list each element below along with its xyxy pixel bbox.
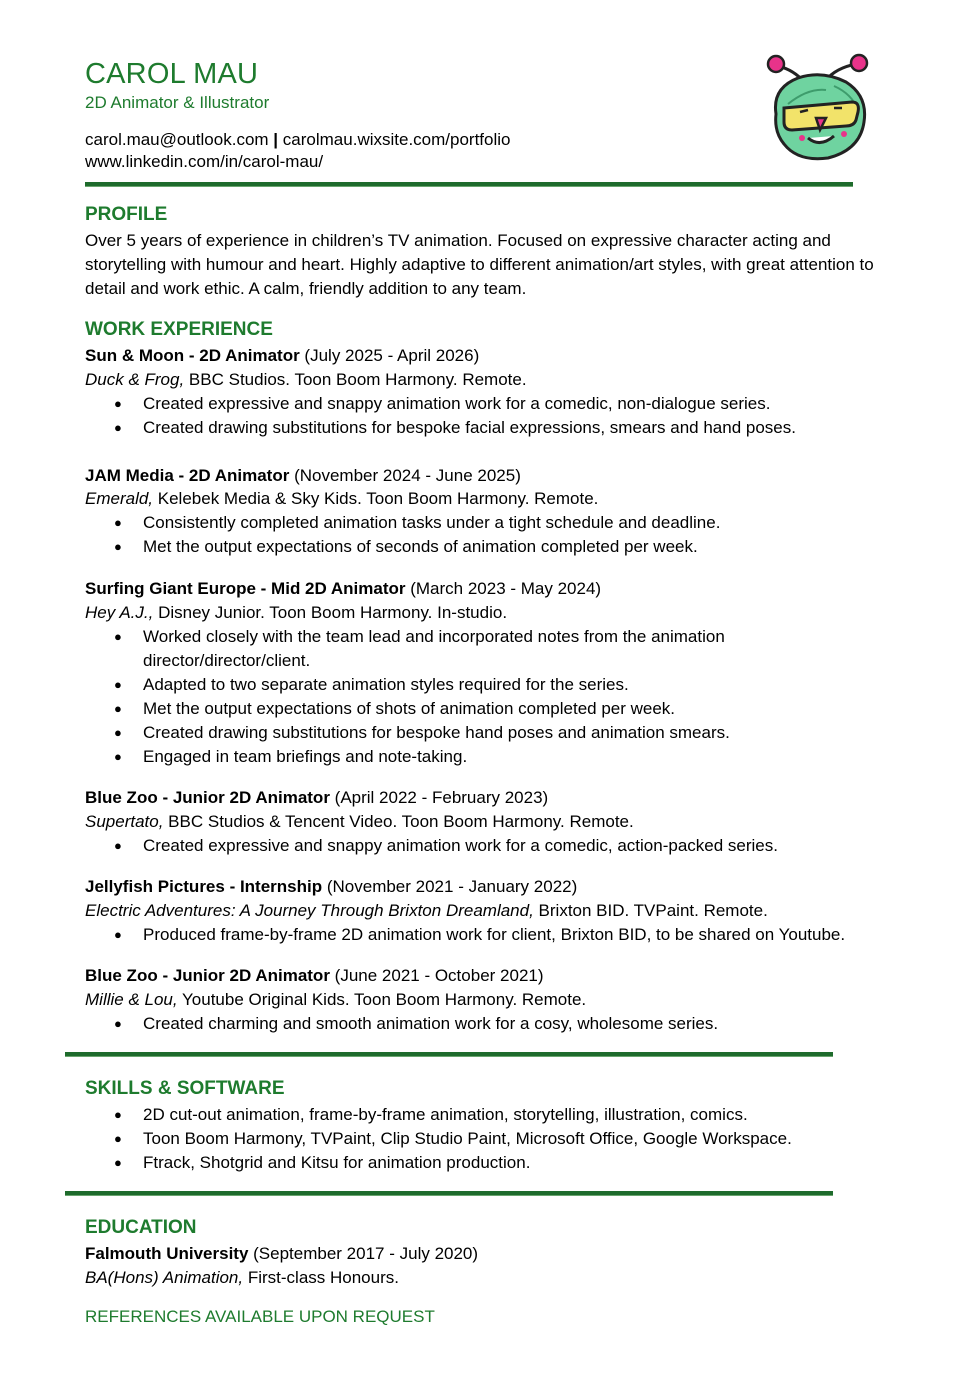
job-show: Duck & Frog, <box>85 370 185 389</box>
job-role: Sun & Moon - 2D Animator <box>85 346 300 365</box>
school-dates: (September 2017 - July 2020) <box>248 1244 479 1263</box>
job-dates: (November 2024 - June 2025) <box>289 466 521 485</box>
job-title-line <box>85 875 577 899</box>
job-details: BBC Studios & Tencent Video. Toon Boom Harmony. Remote. <box>163 812 634 831</box>
job-dates: (November 2021 - January 2022) <box>322 877 578 896</box>
references-note: REFERENCES AVAILABLE UPON REQUEST <box>85 1307 435 1326</box>
profile-heading: PROFILE <box>85 204 168 225</box>
job-title-line <box>85 344 479 368</box>
job-dates: (March 2023 - May 2024) <box>405 579 602 598</box>
skills-bullets <box>85 1103 792 1175</box>
experience-heading: WORK EXPERIENCE <box>85 319 273 340</box>
list-item: ● Toon Boom Harmony, TVPaint, Clip Studio Paint, Microsoft Office, Google Workspace. <box>85 1127 792 1151</box>
skills-heading: SKILLS & SOFTWARE <box>85 1078 285 1099</box>
job-bullets <box>85 625 843 769</box>
job-show: Electric Adventures: A Journey Through Brixton Dreamland, <box>85 901 534 920</box>
job-title-line <box>85 577 601 601</box>
job-role: JAM Media - 2D Animator <box>85 466 290 485</box>
job-title-line <box>85 464 521 488</box>
profile-text: Over 5 years of experience in children’s TV animation. Focused on expressive character acting and storytelling with humour and heart. Highly adaptive to different animation/art styles, with great attention to detail and work ethic. A calm, friendly addition to any team. <box>85 231 874 298</box>
school-line <box>85 1242 478 1266</box>
list-item: ● Consistently completed animation tasks under a tight schedule and deadline. <box>85 511 720 535</box>
list-item: ● Adapted to two separate animation styles required for the series. <box>85 673 843 697</box>
list-item: ● Met the output expectations of seconds of animation completed per week. <box>85 535 720 559</box>
experience-divider <box>65 1052 833 1057</box>
job-dates: (June 2021 - October 2021) <box>329 966 544 985</box>
job-show: Emerald, <box>85 489 154 508</box>
degree-name: BA(Hons) Animation, <box>85 1268 244 1287</box>
list-item: ● Created charming and smooth animation work for a cosy, wholesome series. <box>85 1012 718 1036</box>
job-bullets <box>85 923 845 947</box>
job-dates: (July 2025 - April 2026) <box>299 346 480 365</box>
contact-block <box>85 129 511 173</box>
job-details: Brixton BID. TVPaint. Remote. <box>533 901 768 920</box>
green-bug-mascot-icon <box>764 52 872 164</box>
list-item: ● Created expressive and snappy animation work for a comedic, action-packed series. <box>85 834 778 858</box>
job-details: Youtube Original Kids. Toon Boom Harmony. Remote. <box>177 990 587 1009</box>
job-bullets <box>85 392 796 440</box>
job-detail-line <box>85 810 634 834</box>
job-role: Blue Zoo - Junior 2D Animator <box>85 966 330 985</box>
job-title-line <box>85 964 544 988</box>
job-show: Hey A.J., <box>85 603 154 622</box>
email-link[interactable]: carol.mau@outlook.com <box>85 130 269 149</box>
list-item: ● Created expressive and snappy animation work for a comedic, non-dialogue series. <box>85 392 796 416</box>
degree-honours: First-class Honours. <box>243 1268 399 1287</box>
header-divider <box>85 182 853 187</box>
linkedin-link[interactable]: www.linkedin.com/in/carol-mau/ <box>85 152 324 171</box>
job-bullets <box>85 511 720 559</box>
job-bullets <box>85 834 778 858</box>
job-bullets <box>85 1012 718 1036</box>
list-item: ● Engaged in team briefings and note-taking. <box>85 745 843 769</box>
job-detail-line <box>85 988 586 1012</box>
job-detail-line <box>85 899 768 923</box>
list-item: ● Ftrack, Shotgrid and Kitsu for animation production. <box>85 1151 792 1175</box>
job-dates: (April 2022 - February 2023) <box>329 788 549 807</box>
candidate-title: 2D Animator & Illustrator <box>85 93 270 112</box>
candidate-name: CAROL MAU <box>85 58 259 90</box>
education-heading: EDUCATION <box>85 1217 197 1238</box>
job-role: Blue Zoo - Junior 2D Animator <box>85 788 330 807</box>
job-detail-line <box>85 487 598 511</box>
portfolio-link[interactable]: carolmau.wixsite.com/portfolio <box>282 130 511 149</box>
list-item: ● Created drawing substitutions for bespoke hand poses and animation smears. <box>85 721 843 745</box>
job-details: BBC Studios. Toon Boom Harmony. Remote. <box>184 370 527 389</box>
job-show: Supertato, <box>85 812 164 831</box>
school-name: Falmouth University <box>85 1244 249 1263</box>
list-item: ● Met the output expectations of shots of animation completed per week. <box>85 697 843 721</box>
list-item: ● Worked closely with the team lead and incorporated notes from the animation director/director/client. <box>85 625 843 673</box>
skills-divider <box>65 1191 833 1196</box>
contact-separator: | <box>273 130 279 149</box>
job-details: Kelebek Media & Sky Kids. Toon Boom Harmony. Remote. <box>153 489 599 508</box>
job-role: Surfing Giant Europe - Mid 2D Animator <box>85 579 406 598</box>
contact-line-1 <box>85 129 511 151</box>
list-item: ● Created drawing substitutions for bespoke facial expressions, smears and hand poses. <box>85 416 796 440</box>
degree-line <box>85 1266 399 1290</box>
job-show: Millie & Lou, <box>85 990 178 1009</box>
job-role: Jellyfish Pictures - Internship <box>85 877 323 896</box>
job-detail-line <box>85 368 527 392</box>
list-item: ● Produced frame-by-frame 2D animation work for client, Brixton BID, to be shared on Youtube. <box>85 923 845 947</box>
list-item: ● 2D cut-out animation, frame-by-frame animation, storytelling, illustration, comics. <box>85 1103 792 1127</box>
job-details: Disney Junior. Toon Boom Harmony. In-studio. <box>153 603 508 622</box>
job-title-line <box>85 786 548 810</box>
job-detail-line <box>85 601 507 625</box>
